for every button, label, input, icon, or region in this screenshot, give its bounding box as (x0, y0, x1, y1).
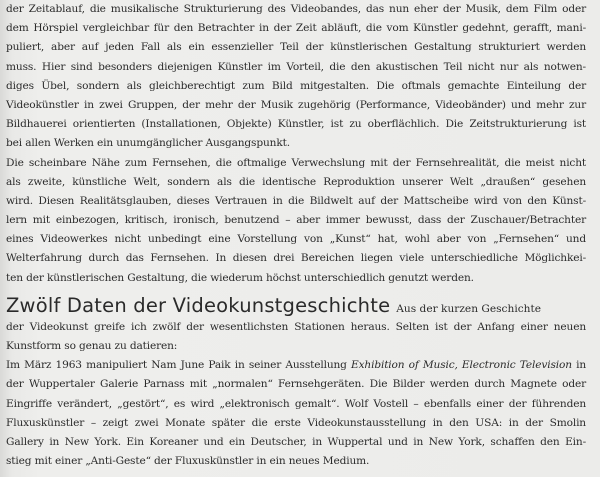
text-line: diges Übel, sondern als gleichberechtigt zum Bild mitgestalten. Die oftmals gemachte Einteilung der (6, 79, 586, 92)
text-line: wird. Diesen Realitätsglauben, dieses Vertrauen in die Bildwelt auf der Mattscheibe wird von den Künst- (6, 194, 586, 207)
page-text (6, 0, 586, 471)
text-line: ten der künstlerischen Gestaltung, die wiederum höchst unterschiedlich genutzt werden. (6, 271, 474, 284)
paragraph-paik-1963 (6, 356, 586, 471)
text-line: bei allen Werken ein unumgänglicher Ausgangspunkt. (6, 137, 290, 150)
text-line (6, 356, 586, 375)
text-line: als zweite, künstliche Welt, sondern als die identische Reproduktion unserer Welt „draußen“ gesehen (6, 175, 586, 188)
section-heading: Zwölf Daten der Videokunstgeschichte (6, 293, 391, 317)
text-line: Eingriffe verändert, „gestört“, es wird „elektronisch gemalt“. Wolf Vostell – ebenfalls einer der führenden (6, 397, 586, 410)
text-run: Im März 1963 manipuliert Nam June Paik in seiner Ausstellung (6, 359, 351, 372)
exhibition-title: Exhibition of Music, Electronic Television (351, 359, 572, 372)
text-line: Gallery in New York. Ein Koreaner und ein Deutscher, in Wuppertal und in New York, schaffen den Ein- (6, 435, 586, 448)
paragraph-time-structure (6, 0, 586, 154)
text-line: Fluxuskünstler – zeigt zwei Monate später die erste Videokunstausstellung in den USA: in der Smolin (6, 416, 586, 429)
text-line: Welterfahrung durch das Fernsehen. In diesen drei Bereichen liegen viele unterschiedliche Möglichkei- (6, 252, 586, 265)
text-line: der Videokunst greife ich zwölf der wesentlichsten Stationen heraus. Selten ist der Anfang einer neuen (6, 320, 586, 333)
text-line: Kunstform so genau zu datieren: (6, 340, 178, 352)
paragraph-intro-dates (6, 318, 586, 356)
text-line: Bildhauerei orientierten (Installationen, Objekte) Künstler, ist zu oberflächlich. Die Zeitstrukturierung ist (6, 118, 586, 131)
text-line: dem Hörspiel vergleichbar für den Betrachter in der Zeit abläuft, die vom Künstler gedehnt, gerafft, mani- (6, 22, 586, 35)
text-line: Die scheinbare Nähe zum Fernsehen, die oftmalige Verwechslung mit der Fernsehrealität, die meist nicht (6, 156, 586, 169)
text-line: eines Videowerkes nicht unbedingt eine Vorstellung von „Kunst“ hat, wohl aber von „Fernsehen“ und (6, 233, 586, 246)
heading-run-in-text: Aus der kurzen Geschichte (396, 302, 541, 315)
text-line: Videokünstler in zwei Gruppen, der mehr der Musik zugehörig (Performance, Videobänder) und mehr zur (6, 98, 586, 111)
text-line: der Zeitablauf, die musikalische Strukturierung des Videobandes, das nun eher der Musik, dem Film oder (6, 3, 586, 15)
text-line: puliert, aber auf jeden Fall als ein essenzieller Teil der künstlerischen Gestaltung strukturiert werden (6, 41, 586, 54)
text-line: der Wuppertaler Galerie Parnass mit „normalen“ Fernsehgeräten. Die Bilder werden durch Magnete oder (6, 378, 586, 391)
text-line: muss. Hier sind besonders diejenigen Künstler im Vorteil, die den akustischen Teil nicht nur als notwen- (6, 60, 586, 73)
text-line: lern mit einbezogen, kritisch, ironisch, benutzend – aber immer bewusst, dass der Zuschauer/Betrachter (6, 214, 586, 227)
text-run: in (571, 359, 586, 372)
text-line: stieg mit einer „Anti-Geste“ der Fluxuskünstler in ein neues Medium. (6, 455, 370, 468)
section-heading-line (6, 294, 586, 318)
paragraph-television (6, 154, 586, 288)
